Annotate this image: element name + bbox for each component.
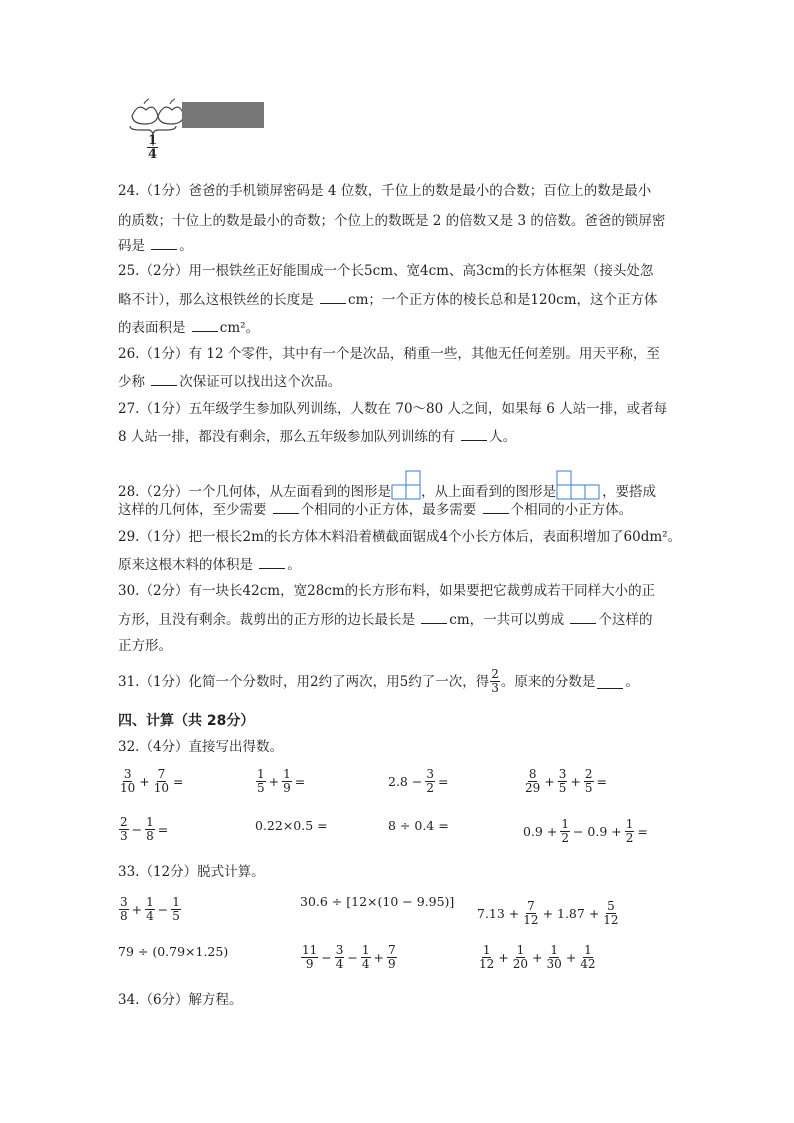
denominator: 2 — [625, 831, 634, 845]
q32-expr-6 — [255, 818, 328, 833]
answer-blank[interactable] — [320, 289, 346, 304]
term: + 1.87 + — [542, 906, 600, 921]
q29-line2 — [118, 554, 301, 575]
numerator: 1 — [625, 817, 634, 831]
q25-text-c: 的表面积是 — [118, 320, 190, 336]
denominator: 5 — [558, 781, 567, 795]
q25-text-d: cm²。 — [219, 320, 260, 336]
q28-text-b: ，从上面看到的图形是 — [421, 484, 557, 500]
numerator: 3 — [558, 767, 567, 781]
numerator: 1 — [283, 767, 291, 781]
q32-expr-1 — [118, 768, 184, 795]
q28-line1 — [118, 470, 656, 502]
denominator: 30 — [546, 957, 562, 971]
q29-line1: 29.（1分）把一根长2m的长方体木料沿着横截面锯成4个小长方体后，表面积增加了60dm²。 — [118, 529, 682, 545]
expression: 79 ÷ (0.79×1.25) — [118, 944, 229, 959]
operator: + — [139, 774, 150, 789]
q28-text-d: 这样的几何体，至少需要 — [118, 502, 271, 518]
fraction — [301, 944, 318, 971]
fraction — [119, 768, 136, 795]
denominator: 12 — [603, 913, 619, 927]
q24-line2: 的质数；十位上的数是最小的奇数；个位上的数既是 2 的倍数又是 3 的倍数。爸爸的锁屏密 — [118, 213, 666, 229]
fraction — [524, 768, 541, 795]
q25-line2 — [118, 289, 658, 310]
q31-line — [118, 668, 639, 695]
fraction — [625, 818, 635, 845]
fraction — [119, 816, 129, 843]
q24-text: 码是 — [118, 238, 150, 254]
fraction — [425, 768, 435, 795]
q27-text-b: 人。 — [489, 429, 517, 445]
fraction — [546, 944, 563, 971]
operator: − — [131, 822, 143, 837]
operator: + — [131, 902, 143, 917]
term: 7.13 + — [477, 906, 520, 921]
fraction — [478, 944, 495, 971]
q31-fraction — [490, 668, 500, 695]
denominator: 9 — [388, 957, 396, 971]
q28-text-e: 个相同的小正方体，最多需要 — [300, 502, 481, 518]
q28-text-f: 个相同的小正方体。 — [510, 502, 633, 518]
denominator: 10 — [120, 781, 136, 795]
fraction — [512, 944, 529, 971]
fraction — [558, 768, 568, 795]
q30-text: 方形，且没有剩余。裁剪出的正方形的边长最长是 — [118, 612, 420, 628]
q27-text: 8 人站一排，都没有剩余，那么五年级参加队列训练的有 — [118, 429, 460, 445]
q32-expr-2 — [255, 768, 305, 795]
equals: = — [294, 774, 306, 789]
answer-blank[interactable] — [421, 609, 447, 624]
q33-expr-6 — [477, 944, 598, 971]
q30-line2 — [118, 609, 652, 630]
q26-line1: 26.（1分）有 12 个零件，其中有一个是次品，稍重一些，其他无任何差别。用天平称，至 — [118, 346, 660, 362]
equals: = — [173, 774, 184, 789]
expression: 0.22×0.5 = — [255, 818, 328, 833]
operator: + — [532, 950, 543, 965]
denominator: 42 — [580, 957, 596, 971]
numerator: 1 — [172, 895, 180, 909]
q24-line1: 24.（1分）爸爸的手机锁屏密码是 4 位数，千位上的数是最小的合数；百位上的数是最小 — [118, 183, 652, 199]
q25-line3 — [118, 317, 259, 338]
pear-figure-icon — [124, 98, 269, 176]
operator: + — [498, 950, 509, 965]
term: 2.8 − — [388, 774, 423, 789]
numerator: 3 — [426, 767, 434, 781]
denominator: 10 — [153, 781, 170, 795]
operator: + — [565, 950, 577, 965]
q27-line2 — [118, 426, 516, 447]
fraction — [153, 768, 170, 795]
q28-text-c: ，要搭成 — [602, 484, 657, 500]
numerator: 1 — [550, 943, 558, 957]
equals: = — [437, 774, 449, 789]
denominator: 4 — [146, 909, 154, 923]
fraction — [145, 816, 155, 843]
operator: − — [347, 950, 358, 965]
answer-blank[interactable] — [461, 426, 487, 441]
q26-line2 — [118, 371, 341, 392]
fraction — [119, 896, 129, 923]
operator: + — [570, 774, 581, 789]
q30-line3: 正方形。 — [118, 638, 172, 654]
answer-blank[interactable] — [151, 371, 177, 386]
q33-title: 33.（12分）脱式计算。 — [118, 864, 265, 880]
denominator: 8 — [120, 909, 128, 923]
fraction-diagram — [124, 98, 269, 176]
q33-expr-2 — [300, 894, 454, 909]
denominator: 5 — [172, 909, 180, 923]
numerator: 1 — [561, 817, 569, 831]
denominator: 29 — [525, 781, 541, 795]
numerator: 2 — [584, 767, 593, 781]
expression: 8 ÷ 0.4 = — [388, 818, 449, 833]
denominator: 5 — [257, 781, 265, 795]
numerator: 3 — [120, 895, 128, 909]
numerator: 3 — [335, 943, 344, 957]
answer-blank[interactable] — [597, 674, 623, 689]
q32-expr-3 — [388, 768, 448, 795]
equals: = — [596, 774, 608, 789]
q31-text: 31.（1分）化简一个分数时，用2约了两次，用5约了一次，得 — [118, 673, 490, 690]
fraction — [522, 900, 539, 927]
numerator: 1 — [257, 767, 265, 781]
q32-title: 32.（4分）直接写出得数。 — [118, 739, 284, 755]
fraction — [171, 896, 181, 923]
expression: 30.6 ÷ [12×(10 − 9.95)] — [300, 894, 455, 909]
answer-blank[interactable] — [192, 317, 218, 332]
fraction — [256, 768, 266, 795]
top-view-grid-icon — [556, 470, 602, 500]
numerator: 7 — [157, 767, 166, 781]
operator: + — [544, 774, 555, 789]
q33-expr-4 — [118, 944, 228, 959]
q25-text-b: cm；一个正方体的棱长总和是120cm，这个正方体 — [348, 292, 658, 308]
denominator: 20 — [512, 957, 529, 971]
q30-line1: 30.（2分）有一块长42cm，宽28cm的长方形布料，如果要把它裁剪成若干同样大小的正 — [118, 583, 656, 599]
denominator: 8 — [146, 829, 154, 843]
numerator: 11 — [302, 943, 318, 957]
denominator: 4 — [361, 957, 370, 971]
fraction — [560, 818, 570, 845]
answer-blank[interactable] — [570, 609, 596, 624]
numerator: 8 — [528, 767, 537, 781]
denominator: 2 — [426, 781, 434, 795]
numerator: 1 — [516, 943, 525, 957]
q24-line3 — [118, 235, 193, 256]
equals: = — [637, 824, 648, 839]
q24-text-end: 。 — [179, 238, 193, 254]
numerator: 2 — [491, 667, 499, 681]
left-view-grid-icon — [391, 470, 421, 500]
q26-text: 少称 — [118, 374, 150, 390]
numerator: 1 — [482, 943, 491, 957]
q32-expr-4 — [523, 768, 607, 795]
fraction — [584, 768, 594, 795]
denominator: 4 — [335, 957, 344, 971]
equals: = — [157, 822, 169, 837]
numerator: 1 — [146, 815, 154, 829]
fraction — [579, 944, 596, 971]
fraction — [602, 900, 619, 927]
q25-line1: 25.（2分）用一根铁丝正好能围成一个长5cm、宽4cm、高3cm的长方体框架（接头处忽 — [118, 263, 654, 279]
denominator: 3 — [491, 681, 499, 695]
q30-text-b: cm，一共可以剪成 — [449, 612, 569, 628]
denominator: 12 — [523, 913, 539, 927]
q28-text: 28.（2分）一个几何体，从左面看到的图形是 — [118, 484, 392, 500]
denominator: 9 — [283, 781, 291, 795]
answer-blank[interactable] — [259, 554, 285, 569]
q33-expr-1 — [118, 896, 182, 923]
numerator: 2 — [120, 815, 128, 829]
operator: − — [321, 950, 332, 965]
numerator: 5 — [607, 899, 615, 913]
term: 0.9 + — [523, 824, 558, 839]
q33-expr-5 — [300, 944, 398, 971]
denominator: 2 — [561, 831, 569, 845]
q29-text: 原来这根木料的体积是 — [118, 557, 258, 573]
q32-expr-8 — [523, 818, 648, 845]
q31-text-c: 。 — [625, 673, 639, 690]
operator: − — [157, 902, 169, 917]
fraction-denominator: 4 — [148, 147, 158, 162]
numerator: 7 — [388, 943, 396, 957]
section-heading: 四、计算（共 28分） — [118, 713, 255, 729]
denominator: 3 — [120, 829, 128, 843]
q32-expr-5 — [118, 816, 168, 843]
q31-text-b: 。原来的分数是 — [500, 673, 596, 690]
q27-line1: 27.（1分）五年级学生参加队列训练，人数在 70～80 人之间，如果每 6 人站一排，或者每 — [118, 401, 668, 417]
term: − 0.9 + — [572, 824, 622, 839]
fraction — [145, 896, 155, 923]
fraction — [335, 944, 345, 971]
q33-expr-3 — [477, 900, 621, 927]
figure-fraction — [147, 134, 158, 161]
denominator: 5 — [584, 781, 593, 795]
operator: + — [373, 950, 385, 965]
fraction — [282, 768, 292, 795]
fraction — [387, 944, 397, 971]
numerator: 3 — [123, 767, 132, 781]
answer-blank[interactable] — [483, 499, 509, 514]
operator: + — [268, 774, 280, 789]
answer-blank[interactable] — [273, 499, 299, 514]
numerator: 1 — [584, 943, 592, 957]
q30-text-c: 个这样的 — [598, 612, 653, 628]
q32-expr-7 — [388, 818, 449, 833]
numerator: 1 — [146, 895, 154, 909]
denominator: 12 — [479, 957, 495, 971]
q34-title: 34.（6分）解方程。 — [118, 992, 243, 1008]
numerator: 1 — [361, 943, 370, 957]
q25-text: 略不计），那么这根铁丝的长度是 — [118, 292, 319, 308]
q29-text-b: 。 — [287, 557, 301, 573]
answer-blank[interactable] — [151, 235, 177, 250]
numerator: 7 — [527, 899, 535, 913]
fraction — [361, 944, 371, 971]
q26-text-b: 次保证可以找出这个次品。 — [179, 374, 342, 390]
fraction-numerator: 1 — [148, 133, 158, 148]
q28-line2 — [118, 499, 632, 520]
denominator: 9 — [305, 957, 314, 971]
